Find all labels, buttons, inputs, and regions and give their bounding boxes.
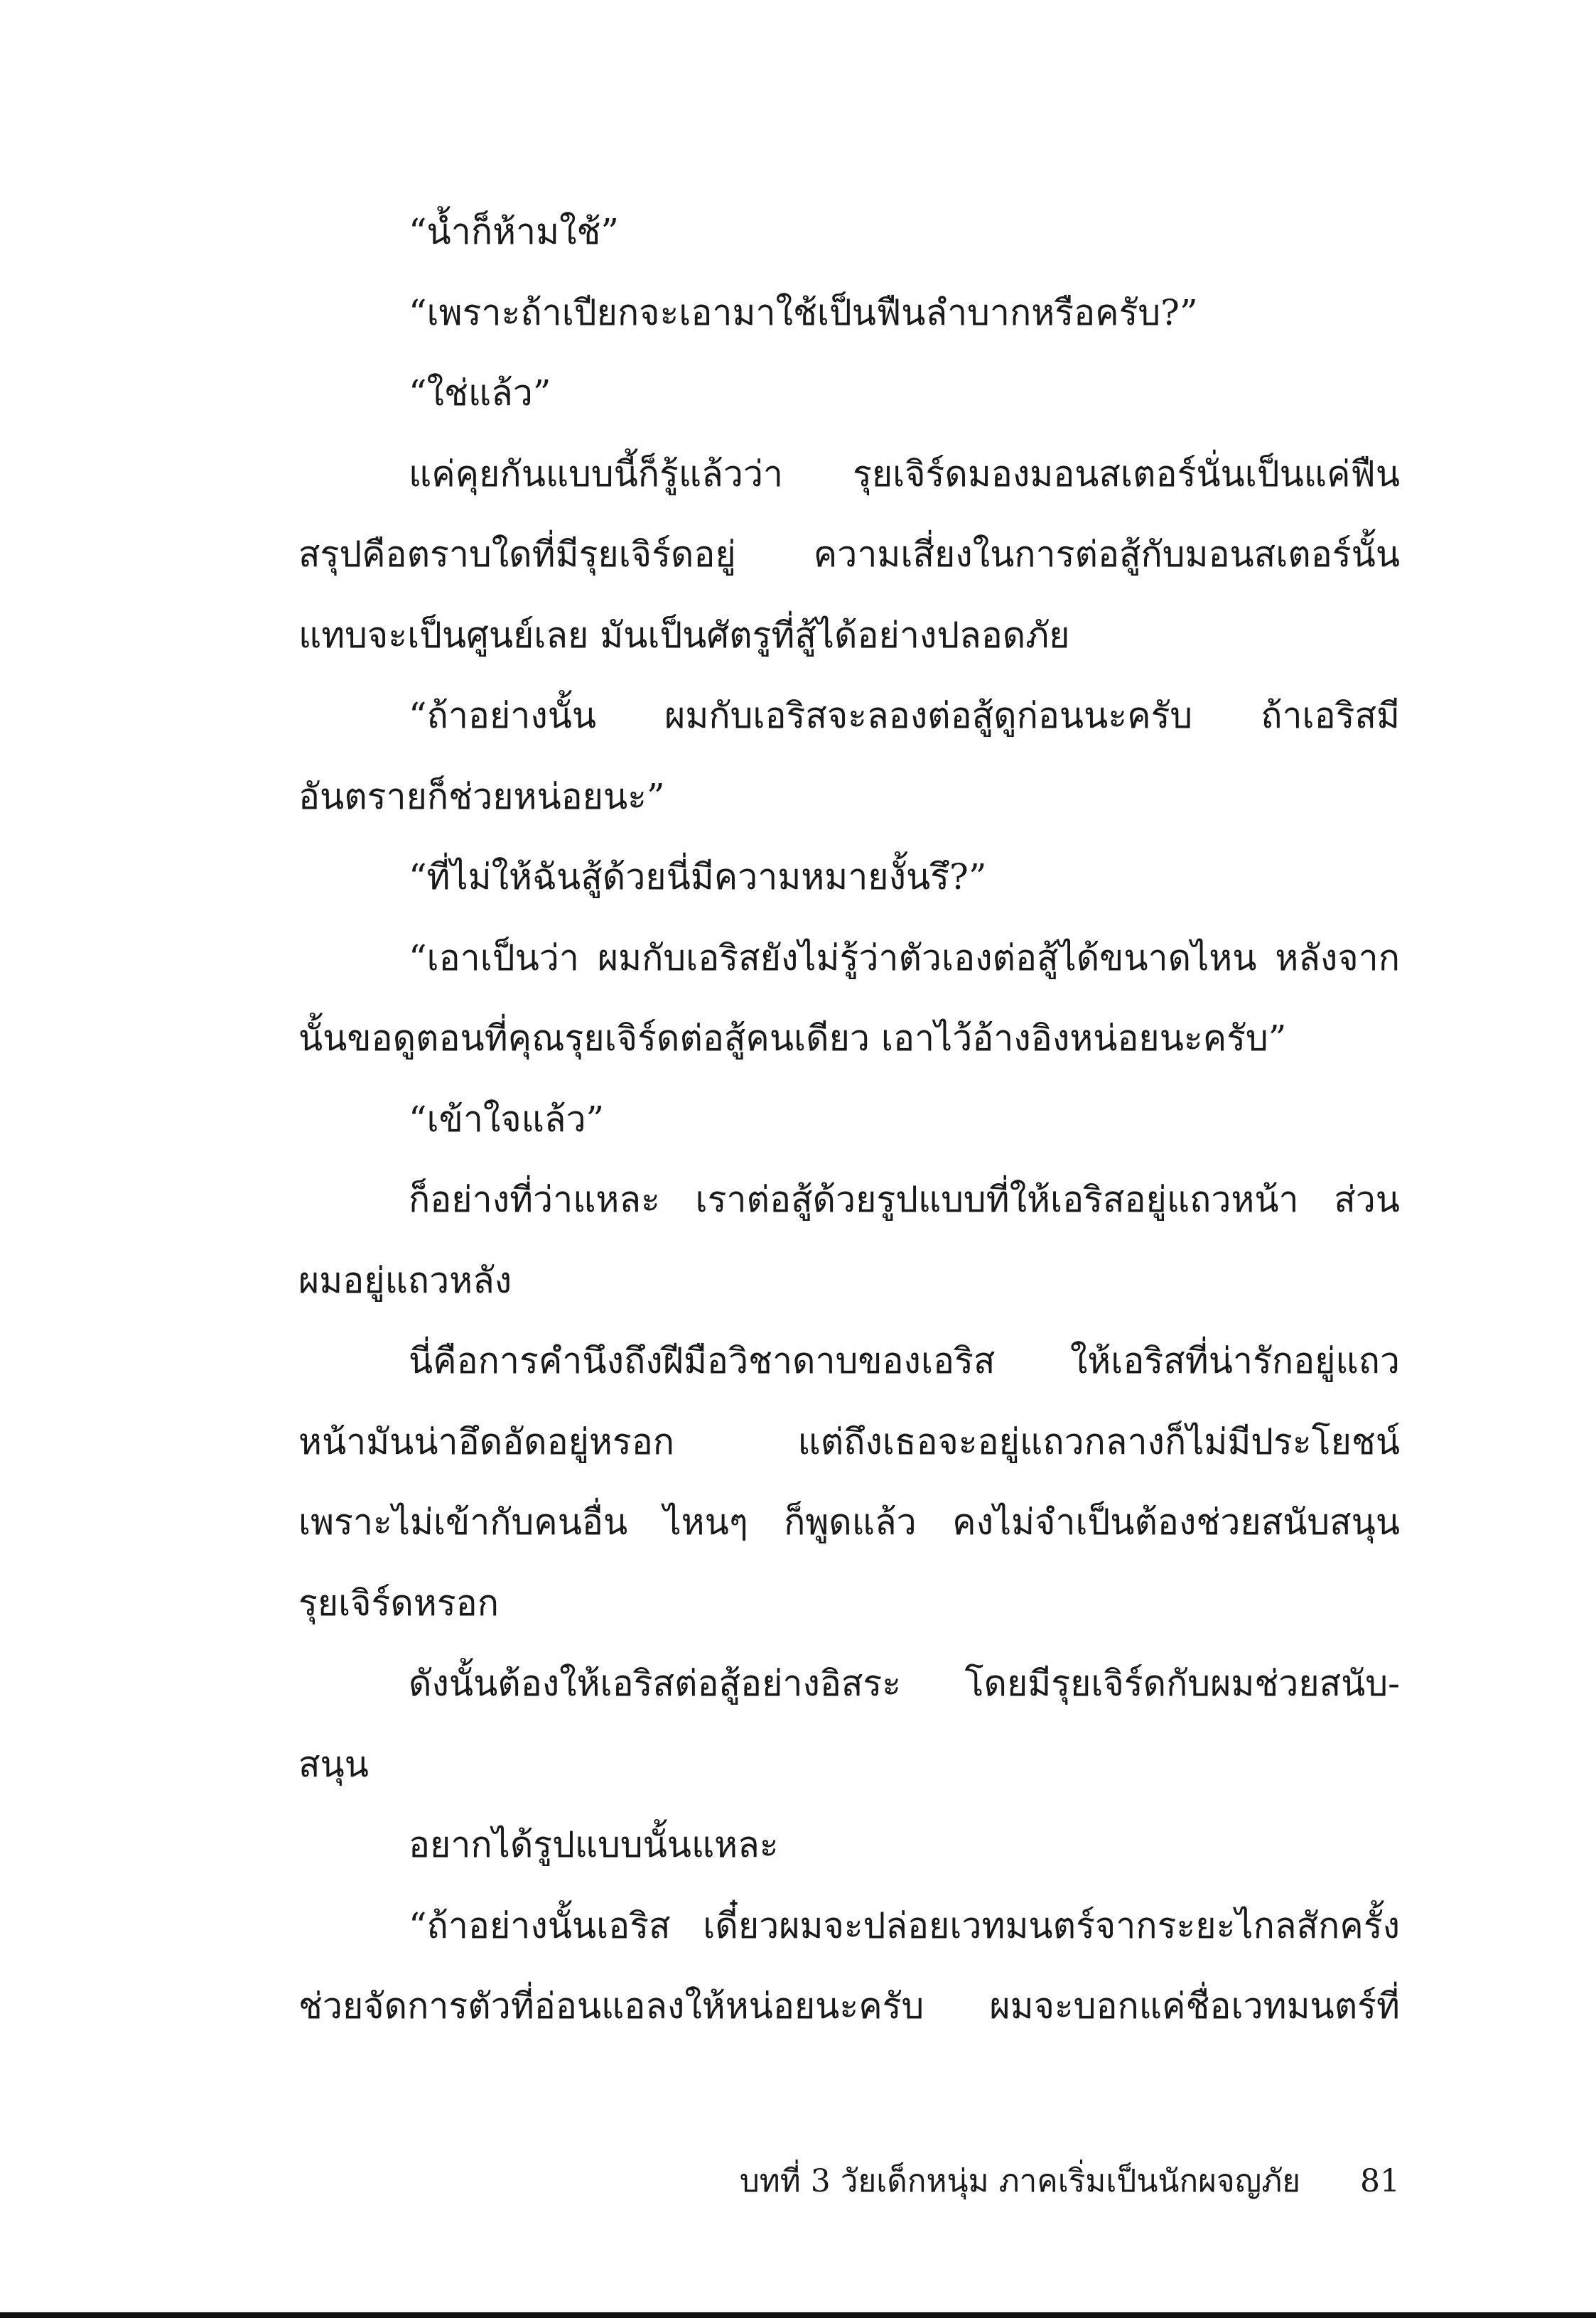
text-line: “เอาเป็นว่า ผมกับเอริสยังไม่รู้ว่าตัวเองต่อสู้ได้ขนาดไหน หลังจาก: [409, 937, 1400, 979]
text-line: อยากได้รูปแบบนั้นแหละ: [409, 1824, 779, 1865]
text-line: นั้นขอดูตอนที่คุณรุยเจิร์ดต่อสู้คนเดียว เอาไว้อ้างอิงหน่อยนะครับ”: [298, 1018, 1287, 1059]
text-line: แทบจะเป็นศูนย์เลย มันเป็นศัตรูที่สู้ได้อย่างปลอดภัย: [298, 614, 1070, 656]
text-line: “ถ้าอย่างนั้นเอริส เดี๋ยวผมจะปล่อยเวทมนตร์จากระยะไกลสักครั้ง: [409, 1904, 1400, 1946]
text-line: แค่คุยกันแบบนี้ก็รู้แล้วว่า รุยเจิร์ดมองมอนสเตอร์นั่นเป็นแค่ฟืน: [409, 453, 1400, 495]
text-line: ผมอยู่แถวหลัง: [298, 1259, 512, 1301]
text-line: ช่วยจัดการตัวที่อ่อนแอลงให้หน่อยนะครับ ผมจะบอกแค่ชื่อเวทมนตร์ที่: [298, 1985, 1400, 2027]
page-number: 81: [1360, 2163, 1400, 2199]
text-line: “ถ้าอย่างนั้น ผมกับเอริสจะลองต่อสู้ดูก่อนนะครับ ถ้าเอริสมี: [409, 695, 1400, 736]
text-line: สนุน: [298, 1743, 369, 1785]
text-line: “ใช่แล้ว”: [409, 372, 551, 414]
text-line: หน้ามันน่าอึดอัดอยู่หรอก แต่ถึงเธอจะอยู่แถวกลางก็ไม่มีประโยชน์: [298, 1421, 1400, 1462]
text-line: “ที่ไม่ให้ฉันสู้ด้วยนี่มีความหมายงั้นรึ?”: [409, 856, 987, 897]
text-line: ดังนั้นต้องให้เอริสต่อสู้อย่างอิสระ โดยมีรุยเจิร์ดกับผมช่วยสนับ-: [409, 1663, 1400, 1704]
bottom-edge-rule: [0, 2312, 1596, 2318]
text-line: “น้ำก็ห้ามใช้”: [409, 211, 619, 252]
body-text: [298, 192, 1400, 2047]
text-line: “เข้าใจแล้ว”: [409, 1098, 605, 1140]
text-line: อันตรายก็ช่วยหน่อยนะ”: [298, 775, 665, 817]
text-line: สรุปคือตราบใดที่มีรุยเจิร์ดอยู่ ความเสี่ยงในการต่อสู้กับมอนสเตอร์นั้น: [298, 534, 1400, 575]
text-line: นี่คือการคำนึงถึงฝีมือวิชาดาบของเอริส ให้เอริสที่น่ารักอยู่แถว: [409, 1340, 1400, 1381]
text-line: เพราะไม่เข้ากับคนอื่น ไหนๆ ก็พูดแล้ว คงไม่จำเป็นต้องช่วยสนับสนุน: [298, 1502, 1400, 1543]
text-line: รุยเจิร์ดหรอก: [298, 1582, 499, 1624]
running-footer-title: บทที่ 3 วัยเด็กหนุ่ม ภาคเริ่มเป็นนักผจญภัย: [739, 2163, 1300, 2199]
page-footer: [298, 2153, 1400, 2210]
text-line: “เพราะถ้าเปียกจะเอามาใช้เป็นฟืนลำบากหรือครับ?”: [409, 291, 1198, 333]
text-line: ก็อย่างที่ว่าแหละ เราต่อสู้ด้วยรูปแบบที่ให้เอริสอยู่แถวหน้า ส่วน: [409, 1179, 1400, 1220]
